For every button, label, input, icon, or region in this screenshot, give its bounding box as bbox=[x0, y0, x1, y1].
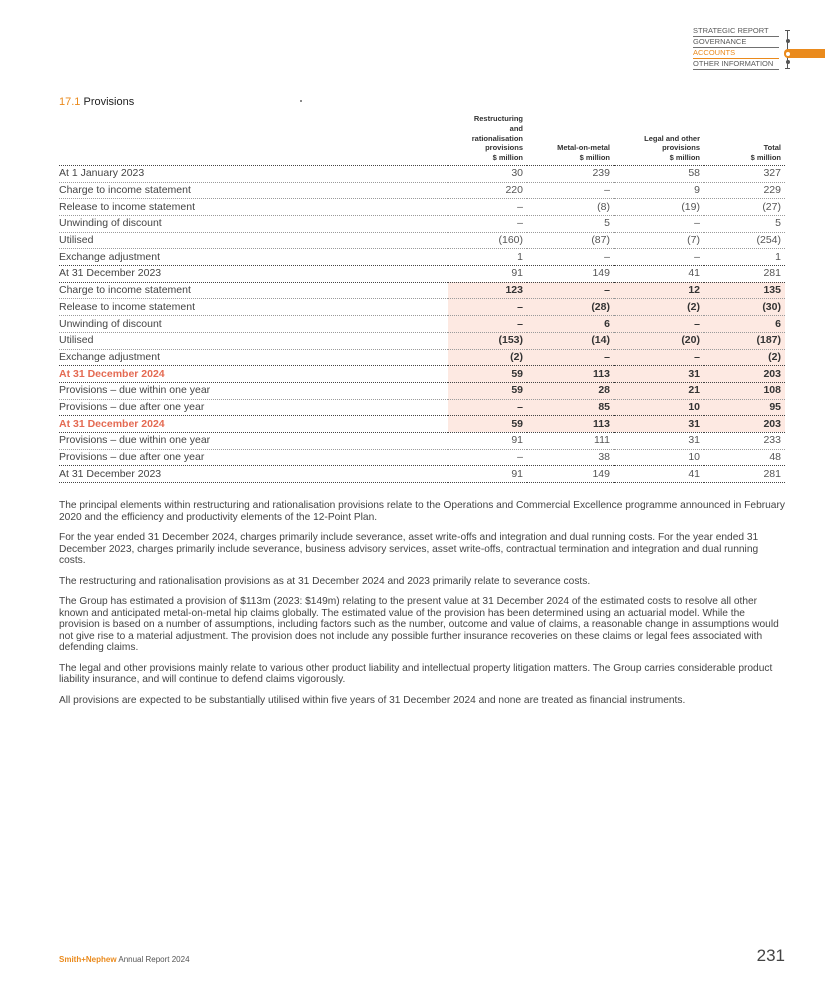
cell-legal-and-other: – bbox=[614, 316, 704, 333]
cell-legal-and-other: 12 bbox=[614, 282, 704, 299]
cell-restructuring: (160) bbox=[448, 232, 527, 249]
row-label: At 31 December 2024 bbox=[59, 366, 448, 383]
row-label: Unwinding of discount bbox=[59, 316, 448, 333]
section-title-text: Provisions bbox=[83, 96, 135, 108]
cell-metal-on-metal: (8) bbox=[527, 199, 614, 216]
nav-item-governance[interactable]: GOVERNANCE bbox=[693, 37, 779, 48]
row-label: Provisions – due after one year bbox=[59, 399, 448, 416]
table-row bbox=[59, 332, 785, 349]
cell-total: (2) bbox=[704, 349, 785, 366]
row-label: At 31 December 2023 bbox=[59, 466, 448, 483]
cell-legal-and-other: – bbox=[614, 249, 704, 266]
cell-restructuring: 59 bbox=[448, 366, 527, 383]
cell-total: 95 bbox=[704, 399, 785, 416]
cell-metal-on-metal: (87) bbox=[527, 232, 614, 249]
cell-legal-and-other: 10 bbox=[614, 399, 704, 416]
nav-item-strategic-report[interactable]: STRATEGIC REPORT bbox=[693, 26, 779, 37]
note-paragraph: The Group has estimated a provision of $113m (2023: $149m) relating to the present value at 31 December 2024 of the estimated costs to resolve all other known and anticipated metal-on-metal hip claims globally. The estimated value of the provision has been determined using an actuarial model. While the provision is based on a number of assumptions, including factors such as the number, outcome and value of claims, a reasonable change in assumptions would not give rise to a material adjustment. The provision does not include any possible further insurance recoveries on these claims or legal fees associated with defending claims. bbox=[59, 595, 779, 654]
row-label: Charge to income statement bbox=[59, 182, 448, 199]
table-row bbox=[59, 316, 785, 333]
nav-active-indicator bbox=[784, 49, 825, 58]
table-row bbox=[59, 449, 785, 466]
cell-metal-on-metal: – bbox=[527, 182, 614, 199]
section-title bbox=[59, 96, 134, 108]
table-row bbox=[59, 366, 785, 383]
cell-metal-on-metal: 5 bbox=[527, 216, 614, 233]
cell-restructuring: – bbox=[448, 316, 527, 333]
cell-restructuring: – bbox=[448, 449, 527, 466]
cell-legal-and-other: 31 bbox=[614, 366, 704, 383]
table-row bbox=[59, 399, 785, 416]
table-row bbox=[59, 249, 785, 266]
cell-metal-on-metal: 85 bbox=[527, 399, 614, 416]
cell-metal-on-metal: 149 bbox=[527, 466, 614, 483]
cell-total: (30) bbox=[704, 299, 785, 316]
cell-restructuring: – bbox=[448, 399, 527, 416]
report-name: Annual Report 2024 bbox=[118, 955, 190, 964]
row-label: Charge to income statement bbox=[59, 282, 448, 299]
cell-legal-and-other: 31 bbox=[614, 416, 704, 433]
row-label: Release to income statement bbox=[59, 299, 448, 316]
cell-total: 5 bbox=[704, 216, 785, 233]
row-label: Utilised bbox=[59, 332, 448, 349]
cell-total: 203 bbox=[704, 366, 785, 383]
row-label: Release to income statement bbox=[59, 199, 448, 216]
cell-restructuring: 220 bbox=[448, 182, 527, 199]
header-unit: $ million bbox=[492, 153, 523, 163]
cell-metal-on-metal: 28 bbox=[527, 382, 614, 399]
table-header-row bbox=[59, 114, 785, 165]
cell-metal-on-metal: 239 bbox=[527, 165, 614, 182]
cell-legal-and-other: 10 bbox=[614, 449, 704, 466]
cell-restructuring: – bbox=[448, 199, 527, 216]
stray-dot bbox=[300, 100, 302, 102]
table-row bbox=[59, 199, 785, 216]
cell-metal-on-metal: 6 bbox=[527, 316, 614, 333]
row-label: Exchange adjustment bbox=[59, 349, 448, 366]
header-line: rationalisation bbox=[471, 133, 523, 143]
cell-restructuring: 59 bbox=[448, 416, 527, 433]
cell-legal-and-other: (2) bbox=[614, 299, 704, 316]
cell-metal-on-metal: – bbox=[527, 282, 614, 299]
table-row bbox=[59, 466, 785, 483]
table-row bbox=[59, 266, 785, 283]
row-label: At 1 January 2023 bbox=[59, 165, 448, 182]
row-label: Utilised bbox=[59, 232, 448, 249]
nav-rail-dot-active bbox=[786, 52, 790, 56]
table-row bbox=[59, 416, 785, 433]
table-row bbox=[59, 182, 785, 199]
cell-legal-and-other: 41 bbox=[614, 266, 704, 283]
cell-legal-and-other: – bbox=[614, 349, 704, 366]
cell-total: 6 bbox=[704, 316, 785, 333]
note-paragraph: The legal and other provisions mainly relate to various other product liability and intellectual property litigation matters. The Group carries considerable product liability insurance, and will continue to defend claims vigorously. bbox=[59, 662, 773, 686]
table-row bbox=[59, 282, 785, 299]
table-row bbox=[59, 349, 785, 366]
cell-legal-and-other: (7) bbox=[614, 232, 704, 249]
header-total bbox=[704, 114, 785, 165]
cell-total: 1 bbox=[704, 249, 785, 266]
nav-item-accounts[interactable]: ACCOUNTS bbox=[693, 48, 779, 59]
cell-restructuring: 91 bbox=[448, 432, 527, 449]
cell-metal-on-metal: – bbox=[527, 249, 614, 266]
cell-total: 281 bbox=[704, 466, 785, 483]
header-line: and bbox=[509, 123, 523, 133]
row-label: Unwinding of discount bbox=[59, 216, 448, 233]
row-label: At 31 December 2024 bbox=[59, 416, 448, 433]
header-legal-and-other bbox=[614, 114, 704, 165]
cell-total: 108 bbox=[704, 382, 785, 399]
page-number: 231 bbox=[756, 946, 785, 965]
header-line: Legal and other bbox=[644, 133, 700, 143]
row-label: At 31 December 2023 bbox=[59, 266, 448, 283]
nav-item-other-information[interactable]: OTHER INFORMATION bbox=[693, 59, 779, 70]
cell-legal-and-other: (20) bbox=[614, 332, 704, 349]
page-footer bbox=[59, 955, 190, 964]
nav-rail-dot bbox=[786, 60, 790, 64]
table-row bbox=[59, 382, 785, 399]
cell-total: 203 bbox=[704, 416, 785, 433]
cell-restructuring: – bbox=[448, 299, 527, 316]
cell-restructuring: (2) bbox=[448, 349, 527, 366]
cell-legal-and-other: – bbox=[614, 216, 704, 233]
cell-restructuring: 59 bbox=[448, 382, 527, 399]
cell-restructuring: 30 bbox=[448, 165, 527, 182]
section-navigation bbox=[693, 26, 825, 70]
header-line: Restructuring bbox=[473, 114, 523, 123]
cell-legal-and-other: 9 bbox=[614, 182, 704, 199]
cell-total: 229 bbox=[704, 182, 785, 199]
cell-legal-and-other: 58 bbox=[614, 165, 704, 182]
cell-total: (27) bbox=[704, 199, 785, 216]
header-metal-on-metal bbox=[527, 114, 614, 165]
cell-legal-and-other: 31 bbox=[614, 432, 704, 449]
header-line: provisions bbox=[662, 143, 700, 153]
note-paragraph: All provisions are expected to be substantially utilised within five years of 31 December 2024 and none are treated as financial instruments. bbox=[59, 694, 686, 706]
nav-rail-dot bbox=[786, 39, 790, 43]
nav-rail-tick bbox=[785, 30, 790, 31]
cell-total: 281 bbox=[704, 266, 785, 283]
table-row bbox=[59, 299, 785, 316]
note-paragraph: The restructuring and rationalisation provisions as at 31 December 2024 and 2023 primarily relate to severance costs. bbox=[59, 575, 591, 587]
nav-rail-tick bbox=[785, 68, 790, 69]
header-line: Metal-on-metal bbox=[557, 143, 610, 153]
cell-restructuring: 123 bbox=[448, 282, 527, 299]
notes-text bbox=[59, 500, 787, 715]
cell-metal-on-metal: 113 bbox=[527, 416, 614, 433]
cell-restructuring: 91 bbox=[448, 466, 527, 483]
table-row bbox=[59, 216, 785, 233]
cell-metal-on-metal: 111 bbox=[527, 432, 614, 449]
cell-metal-on-metal: (14) bbox=[527, 332, 614, 349]
cell-metal-on-metal: 38 bbox=[527, 449, 614, 466]
cell-total: 48 bbox=[704, 449, 785, 466]
cell-total: 327 bbox=[704, 165, 785, 182]
row-label: Provisions – due within one year bbox=[59, 382, 448, 399]
cell-legal-and-other: 41 bbox=[614, 466, 704, 483]
row-label: Provisions – due after one year bbox=[59, 449, 448, 466]
row-label: Exchange adjustment bbox=[59, 249, 448, 266]
row-label: Provisions – due within one year bbox=[59, 432, 448, 449]
table-body bbox=[59, 165, 785, 482]
cell-legal-and-other: (19) bbox=[614, 199, 704, 216]
note-paragraph: The principal elements within restructuring and rationalisation provisions relate to the Operations and Commercial Excellence programme announced in February 2020 and the efficiency and productivity elements of the 12-Point Plan. bbox=[59, 500, 785, 523]
cell-metal-on-metal: – bbox=[527, 349, 614, 366]
cell-metal-on-metal: (28) bbox=[527, 299, 614, 316]
table-row bbox=[59, 432, 785, 449]
provisions-table bbox=[59, 114, 785, 483]
header-unit: $ million bbox=[669, 153, 700, 163]
section-number: 17.1 bbox=[59, 96, 81, 108]
cell-total: 135 bbox=[704, 282, 785, 299]
cell-total: (254) bbox=[704, 232, 785, 249]
cell-restructuring: 91 bbox=[448, 266, 527, 283]
note-paragraph: For the year ended 31 December 2024, charges primarily include severance, asset write-offs and integration and dual running costs. For the year ended 31 December 2023, charges primarily include severance, business advisory services, asset write-offs, contractual termination and integration and dual running costs. bbox=[59, 531, 759, 567]
header-label-cell bbox=[59, 114, 448, 165]
header-line: Total bbox=[763, 143, 781, 153]
cell-restructuring: (153) bbox=[448, 332, 527, 349]
cell-legal-and-other: 21 bbox=[614, 382, 704, 399]
cell-restructuring: 1 bbox=[448, 249, 527, 266]
cell-restructuring: – bbox=[448, 216, 527, 233]
cell-metal-on-metal: 149 bbox=[527, 266, 614, 283]
header-line: provisions bbox=[485, 143, 523, 153]
header-unit: $ million bbox=[750, 153, 781, 163]
cell-metal-on-metal: 113 bbox=[527, 366, 614, 383]
header-restructuring bbox=[448, 114, 527, 165]
table-row bbox=[59, 165, 785, 182]
cell-total: 233 bbox=[704, 432, 785, 449]
cell-total: (187) bbox=[704, 332, 785, 349]
brand-name: Smith+Nephew bbox=[59, 955, 117, 964]
table-row bbox=[59, 232, 785, 249]
header-unit: $ million bbox=[579, 153, 610, 163]
